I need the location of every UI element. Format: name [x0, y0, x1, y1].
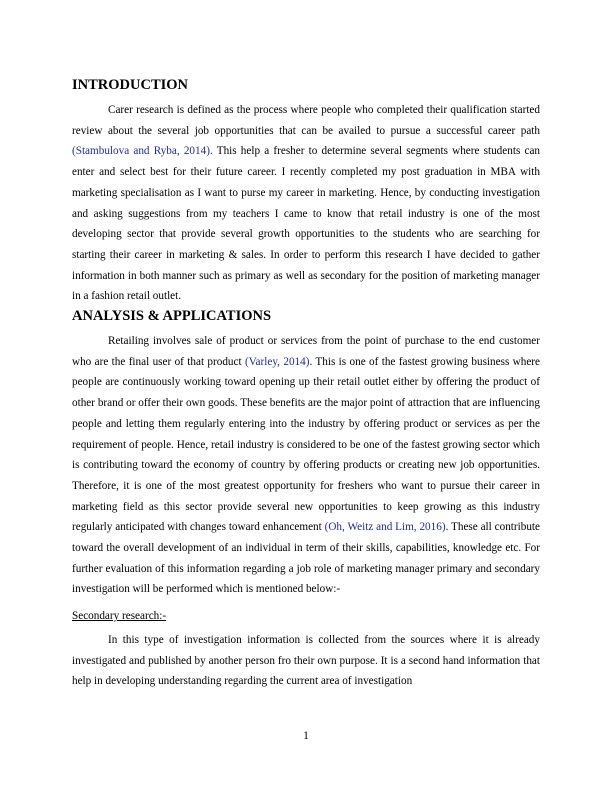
analysis-text-3: . These all contribute toward the overall development of an individual in term of their skills, capabilities, knowledge etc. For further evaluation of this information regarding a job role of marketing manager primary and secondary investigation will be performed which is mentioned below:- — [72, 521, 540, 596]
analysis-paragraph — [72, 331, 540, 600]
document-page — [72, 76, 540, 692]
citation-stambulova: (Stambulova and Ryba, 2014). — [72, 145, 213, 158]
secondary-research-subheading: Secondary research:- — [72, 610, 167, 623]
citation-varley: (Varley, 2014) — [244, 355, 310, 368]
intro-text-1: Carer research is defined as the process where people who completed their qualification started review about the several job opportunities that can be availed to pursue a successful career path — [72, 104, 540, 137]
analysis-text-2: . This is one of the fastest growing business where people are continuously working toward opening up their retail outlet either by offering the product of other brand or offer their own goods. These benefits are the major point of attraction that are influencing people and letting them regularly entering into the industry by offering product or services as per the requirement of people. Hence, retail industry is considered to be one of the fastest growing sector which is contributing toward the economy of country by offering products or creating new job opportunities. Therefore, it is one of the most greatest opportunity for freshers who want to pursue their career in marketing field as this sector provide several new opportunities to keep growing as this industry regularly anticipated with changes toward enhancement — [72, 355, 540, 534]
introduction-paragraph — [72, 100, 540, 307]
secondary-research-paragraph: In this type of investigation information is collected from the sources where it is already investigated and published by another person fro their own purpose. It is a second hand information that help in developing understanding regarding the current area of investigation — [72, 633, 540, 688]
analysis-heading: ANALYSIS & APPLICATIONS — [72, 308, 272, 325]
analysis-text-1: Retailing involves sale of product or services from the point of purchase to the end customer who are the final user of that product — [72, 335, 540, 368]
page-number: 1 — [303, 730, 309, 742]
citation-oh-weitz-lim: (Oh, Weitz and Lim, 2016) — [324, 521, 446, 534]
introduction-heading: INTRODUCTION — [72, 77, 189, 93]
intro-text-2: This help a fresher to determine several segments where students can enter and select best for their future career. I recently completed my post graduation in MBA with marketing specialisation as I want to purse my career in marketing. Hence, by conducting investigation and asking suggestions from my teachers I came to know that retail industry is one of the most developing sector that provide several growth opportunities to the students who are searching for starting their career in marketing & sales. In order to perform this research I have decided to gather information in both manner such as primary as well as secondary for the position of marketing manager in a fashion retail outlet. — [72, 145, 541, 303]
